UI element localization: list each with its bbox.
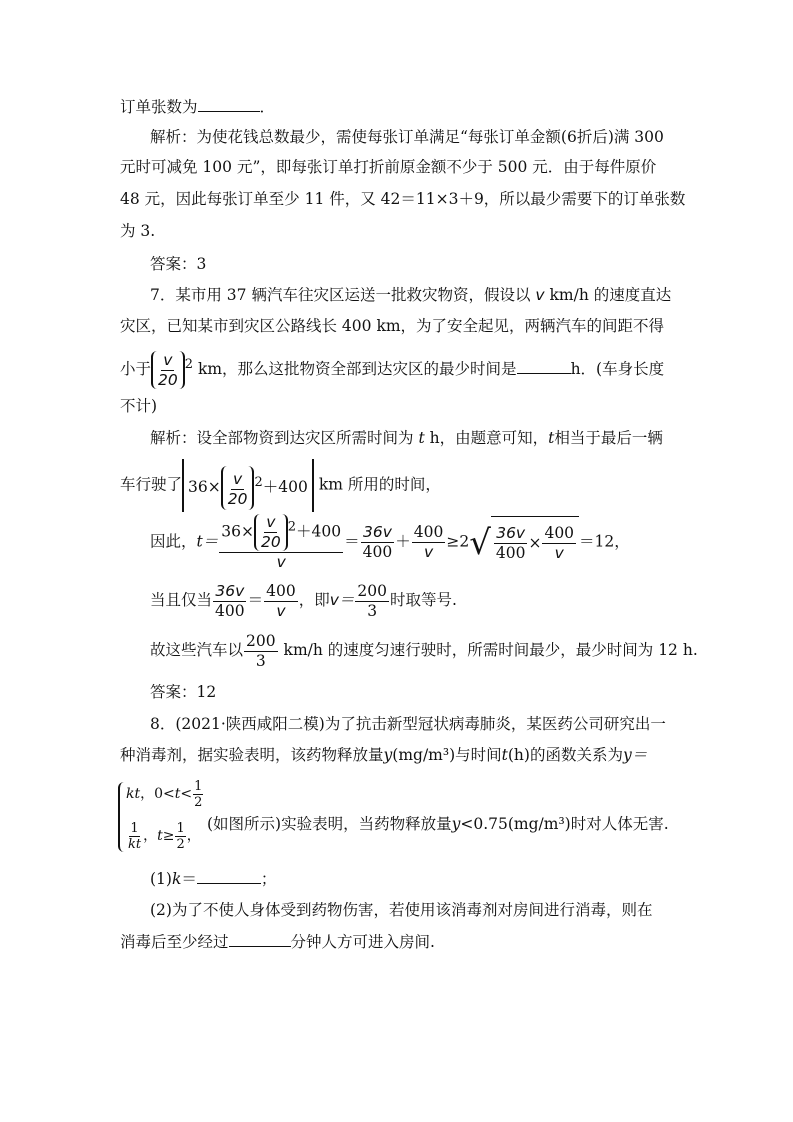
- text: (2)为了不使人身体受到药物伤害，若使用该消毒剂对房间进行消毒，则在: [150, 901, 653, 919]
- text: (如图所示)实验表明，当药物释放量: [207, 815, 452, 833]
- fraction: [494, 525, 528, 562]
- fraction: [175, 821, 185, 852]
- text: h，由题意可知，: [429, 429, 549, 447]
- text: ＝12，: [579, 532, 630, 551]
- text: km 所用的时间，: [318, 475, 441, 494]
- text: km/h 的速度匀速行驶时，所需时间最少，最少时间为 12 h.: [283, 641, 698, 659]
- text: 种消毒剂，据实验表明，该药物释放量: [120, 746, 384, 764]
- fraction: [264, 583, 298, 620]
- text: 为 3.: [120, 222, 156, 240]
- paren: [151, 351, 185, 390]
- math-var: t: [548, 429, 555, 447]
- math: kt: [126, 786, 141, 802]
- fraction: [361, 524, 395, 561]
- text: ＋: [296, 522, 312, 541]
- radical-sign: √: [469, 522, 491, 563]
- fraction: [244, 633, 278, 670]
- text: km/h 的速度直达: [549, 286, 672, 304]
- numerator: v: [266, 513, 276, 531]
- text: 36: [221, 522, 241, 541]
- numerator: v: [233, 469, 243, 488]
- text: ＝: [247, 591, 264, 609]
- numerator: 36v: [496, 523, 526, 542]
- text: 相当于最后一辆: [554, 429, 663, 447]
- text: 36: [188, 478, 208, 497]
- paren: [221, 466, 255, 510]
- text: (1): [150, 870, 172, 888]
- math-var: k: [171, 870, 182, 888]
- sqrt: [469, 516, 579, 569]
- denominator: kt: [128, 836, 142, 852]
- numerator: [219, 514, 343, 553]
- text: 元时可减免 100 元”，即每张订单打折前原金额不少于 500 元．由于每件原价: [120, 158, 657, 176]
- text: h．(车身长度: [570, 360, 665, 379]
- numerator: 200: [246, 631, 276, 650]
- text: ＋: [262, 478, 279, 497]
- solution-line: [120, 221, 155, 241]
- text: ＝: [344, 532, 360, 551]
- fraction: [412, 524, 446, 561]
- numerator: 1: [194, 778, 203, 794]
- denominator: 3: [255, 651, 266, 670]
- text: 400: [278, 478, 308, 497]
- answer-blank: [229, 931, 291, 947]
- denominator: 3: [367, 601, 378, 620]
- math: t＝: [196, 532, 219, 551]
- text: 答案：12: [150, 683, 217, 701]
- question-7-line: [120, 346, 664, 389]
- fraction: [213, 583, 247, 620]
- text: 分钟人方可进入房间.: [290, 933, 435, 951]
- denominator: 20: [158, 371, 178, 390]
- text: ，: [143, 828, 158, 844]
- text: 8．(2021·陕西咸阳二模)为了抗击新型冠状病毒肺炎，某医药公司研究出一: [150, 715, 666, 733]
- text: 时取等号.: [390, 591, 457, 609]
- solution-line: [120, 157, 656, 177]
- text: 小于: [120, 360, 152, 379]
- math-var: t: [157, 828, 163, 844]
- numerator: 36v: [215, 581, 245, 600]
- math-var: t: [174, 786, 181, 802]
- text: 不计): [120, 397, 158, 415]
- question-8-line: [207, 814, 669, 834]
- text: ，: [140, 786, 155, 802]
- question-8-line: [150, 714, 666, 734]
- answer-blank: [517, 358, 571, 374]
- denominator: 20: [227, 489, 248, 508]
- exponent: 2: [254, 475, 263, 490]
- denominator: v: [554, 543, 564, 562]
- numerator: 200: [357, 581, 388, 600]
- text: ≥2: [446, 532, 470, 551]
- fraction: [219, 514, 343, 571]
- fraction: [193, 779, 203, 810]
- numerator: 36v: [362, 523, 392, 541]
- text: 车行驶了: [120, 475, 183, 494]
- math-var: v: [535, 286, 545, 304]
- denominator: 400: [215, 601, 245, 620]
- text: ×: [528, 534, 542, 552]
- bracket: [182, 459, 314, 512]
- denominator: 20: [260, 533, 281, 551]
- numerator: 1: [130, 820, 139, 836]
- denominator: v: [423, 543, 434, 561]
- numerator: 400: [266, 581, 296, 600]
- solution-line: [150, 127, 664, 147]
- question-8-part-2: [120, 931, 435, 952]
- text: 7．某市用 37 辆汽车往灾区运送一批救灾物资，假设以: [150, 286, 531, 304]
- denominator: 400: [495, 543, 526, 562]
- text: 48 元，因此每张订单至少 11 件，又 42＝11×3＋9，所以最少需要下的订单张数: [120, 190, 686, 208]
- text: 当且仅当: [150, 591, 213, 609]
- solution-line: [150, 630, 698, 670]
- exponent: 2: [184, 357, 194, 372]
- text: ＝: [181, 870, 197, 888]
- text: 灾区，已知某市到灾区公路线长 400 km，为了安全起见，两辆汽车的间距不得: [120, 317, 665, 335]
- text: 解析：设全部物资到达灾区所需时间为: [150, 429, 414, 447]
- text: ＋: [395, 532, 411, 551]
- text: 消毒后至少经过: [120, 933, 229, 951]
- solution-line: [120, 459, 441, 512]
- denominator: v: [276, 601, 286, 620]
- solution-formula-line: [150, 514, 630, 571]
- answer-blank: [198, 96, 260, 112]
- text: 因此，: [150, 532, 197, 551]
- question-8-part-1: (1)k＝ ；: [150, 870, 277, 888]
- math: v＝: [329, 591, 355, 609]
- text: ，即: [298, 591, 330, 609]
- text: 故这些汽车以: [150, 641, 244, 659]
- fraction: [259, 514, 283, 551]
- numerator: 1: [176, 820, 185, 836]
- exponent: 2: [287, 519, 296, 535]
- denominator: 2: [176, 836, 185, 852]
- question-7-line: [120, 396, 157, 416]
- text: <: [180, 786, 193, 802]
- text: 400: [311, 522, 342, 541]
- solution-line: [150, 580, 457, 620]
- denominator: v: [276, 553, 286, 571]
- math-var: t: [418, 429, 425, 447]
- text: ≥: [162, 828, 175, 844]
- question-8-part-2: [150, 900, 652, 920]
- text: (h)的函数关系为: [507, 746, 623, 764]
- line-order-count: 订单张数为 ．: [120, 98, 276, 116]
- denominator: 400: [362, 543, 393, 561]
- fraction: [156, 352, 180, 389]
- text: ×: [240, 522, 254, 541]
- text: <0.75(mg/m³)时对人体无害.: [460, 815, 669, 833]
- fraction: [355, 583, 389, 620]
- text: 订单张数为: [120, 98, 198, 116]
- math-var: t: [501, 746, 508, 764]
- text: 解析：为使花钱总数最少，需使每张订单满足“每张订单金额(6折后)满 300: [150, 128, 664, 146]
- question-7-line: [150, 285, 671, 305]
- fraction: [127, 821, 142, 852]
- solution-line: [150, 428, 663, 448]
- fraction: [542, 525, 576, 562]
- math-var: y: [451, 815, 461, 833]
- question-7-line: [120, 316, 664, 336]
- math-var: y: [383, 746, 393, 764]
- fraction: [226, 471, 250, 508]
- text: km，那么这批物资全部到达灾区的最少时间是: [197, 360, 517, 379]
- piecewise-brace: [118, 782, 126, 852]
- solution-line: [120, 189, 685, 209]
- answer-line: [150, 682, 216, 702]
- text: (mg/m³)与时间: [392, 746, 502, 764]
- text: 答案：3: [150, 255, 207, 273]
- paren: [254, 514, 288, 551]
- numerator: v: [163, 351, 173, 370]
- math: y＝: [622, 746, 648, 764]
- text: ×: [207, 478, 221, 497]
- text: 0<: [154, 786, 175, 802]
- numerator: 400: [544, 523, 575, 542]
- text: ，: [186, 828, 201, 844]
- answer-blank: [197, 868, 261, 884]
- denominator: 2: [194, 794, 203, 810]
- radicand: [491, 516, 579, 569]
- numerator: 400: [413, 523, 444, 541]
- piecewise-case-1: [126, 776, 204, 812]
- answer-line: [150, 254, 206, 274]
- question-8-line: [120, 745, 647, 765]
- piecewise-case-2: [126, 818, 201, 854]
